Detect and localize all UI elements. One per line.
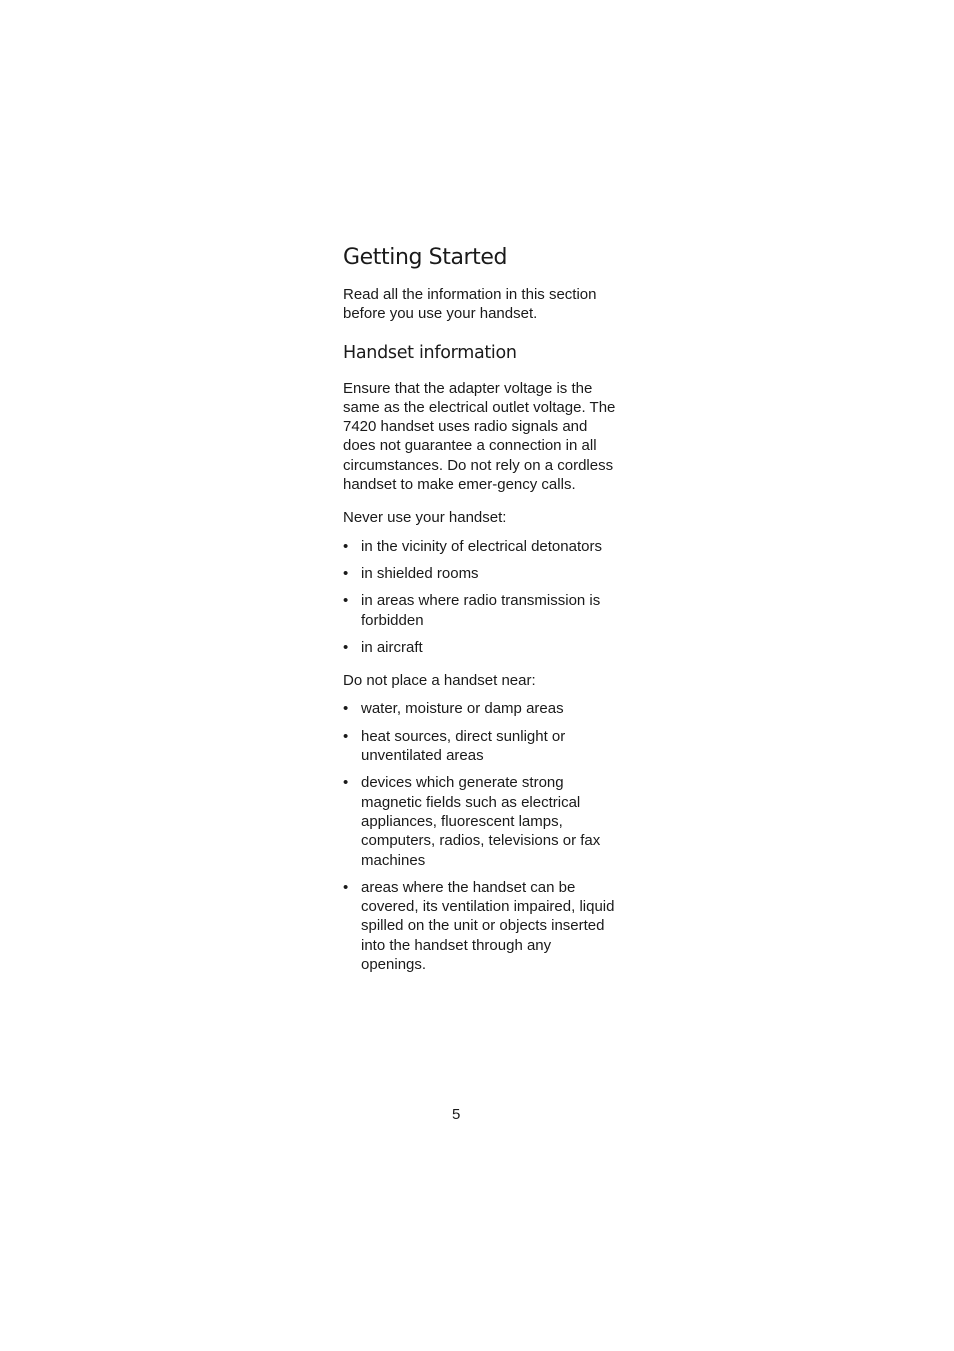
bullet-icon: • xyxy=(343,564,349,582)
list-item-text: in the vicinity of electrical detonators xyxy=(361,537,602,555)
bullet-icon: • xyxy=(343,638,349,656)
list-item xyxy=(343,638,618,657)
section-heading: Handset information xyxy=(343,342,517,363)
handset-info-paragraph: Ensure that the adapter voltage is the same as the electrical outlet voltage. The 7420 handset uses radio signals and does not guarantee a connection in all circumstances. Do not rely on a cordless handset to make emer-gency calls. xyxy=(343,379,616,494)
do-not-place-list xyxy=(343,699,618,974)
list-item-text: in areas where radio transmission is forbidden xyxy=(361,592,601,629)
page-title: Getting Started xyxy=(343,245,508,270)
list-item-text: water, moisture or damp areas xyxy=(361,700,564,718)
list-item xyxy=(343,699,618,718)
list-item xyxy=(343,564,618,583)
page-number: 5 xyxy=(452,1106,461,1123)
never-use-lead: Never use your handset: xyxy=(343,509,507,527)
list-item xyxy=(343,727,618,766)
bullet-icon: • xyxy=(343,774,349,792)
intro-paragraph: Read all the information in this section before you use your handset. xyxy=(343,286,597,323)
list-item-text: heat sources, direct sunlight or unventilated areas xyxy=(361,727,566,765)
bullet-icon: • xyxy=(343,537,349,555)
list-item-text: in aircraft xyxy=(361,638,423,656)
list-item xyxy=(343,591,618,630)
list-item xyxy=(343,773,618,869)
bullet-icon: • xyxy=(343,878,349,896)
list-item xyxy=(343,878,618,974)
list-item-text: areas where the handset can be covered, its ventilation impaired, liquid spilled on the unit or objects inserted into the handset through any openings. xyxy=(361,878,615,974)
never-use-list xyxy=(343,537,618,657)
do-not-place-lead: Do not place a handset near: xyxy=(343,672,536,690)
list-item xyxy=(343,537,618,556)
list-item-text: in shielded rooms xyxy=(361,564,479,582)
bullet-icon: • xyxy=(343,592,349,610)
content-column xyxy=(343,243,618,988)
bullet-icon: • xyxy=(343,700,349,718)
list-item-text: devices which generate strong magnetic fields such as electrical appliances, fluorescent lamps, computers, radios, televisions or fax machines xyxy=(361,774,601,869)
bullet-icon: • xyxy=(343,727,349,745)
